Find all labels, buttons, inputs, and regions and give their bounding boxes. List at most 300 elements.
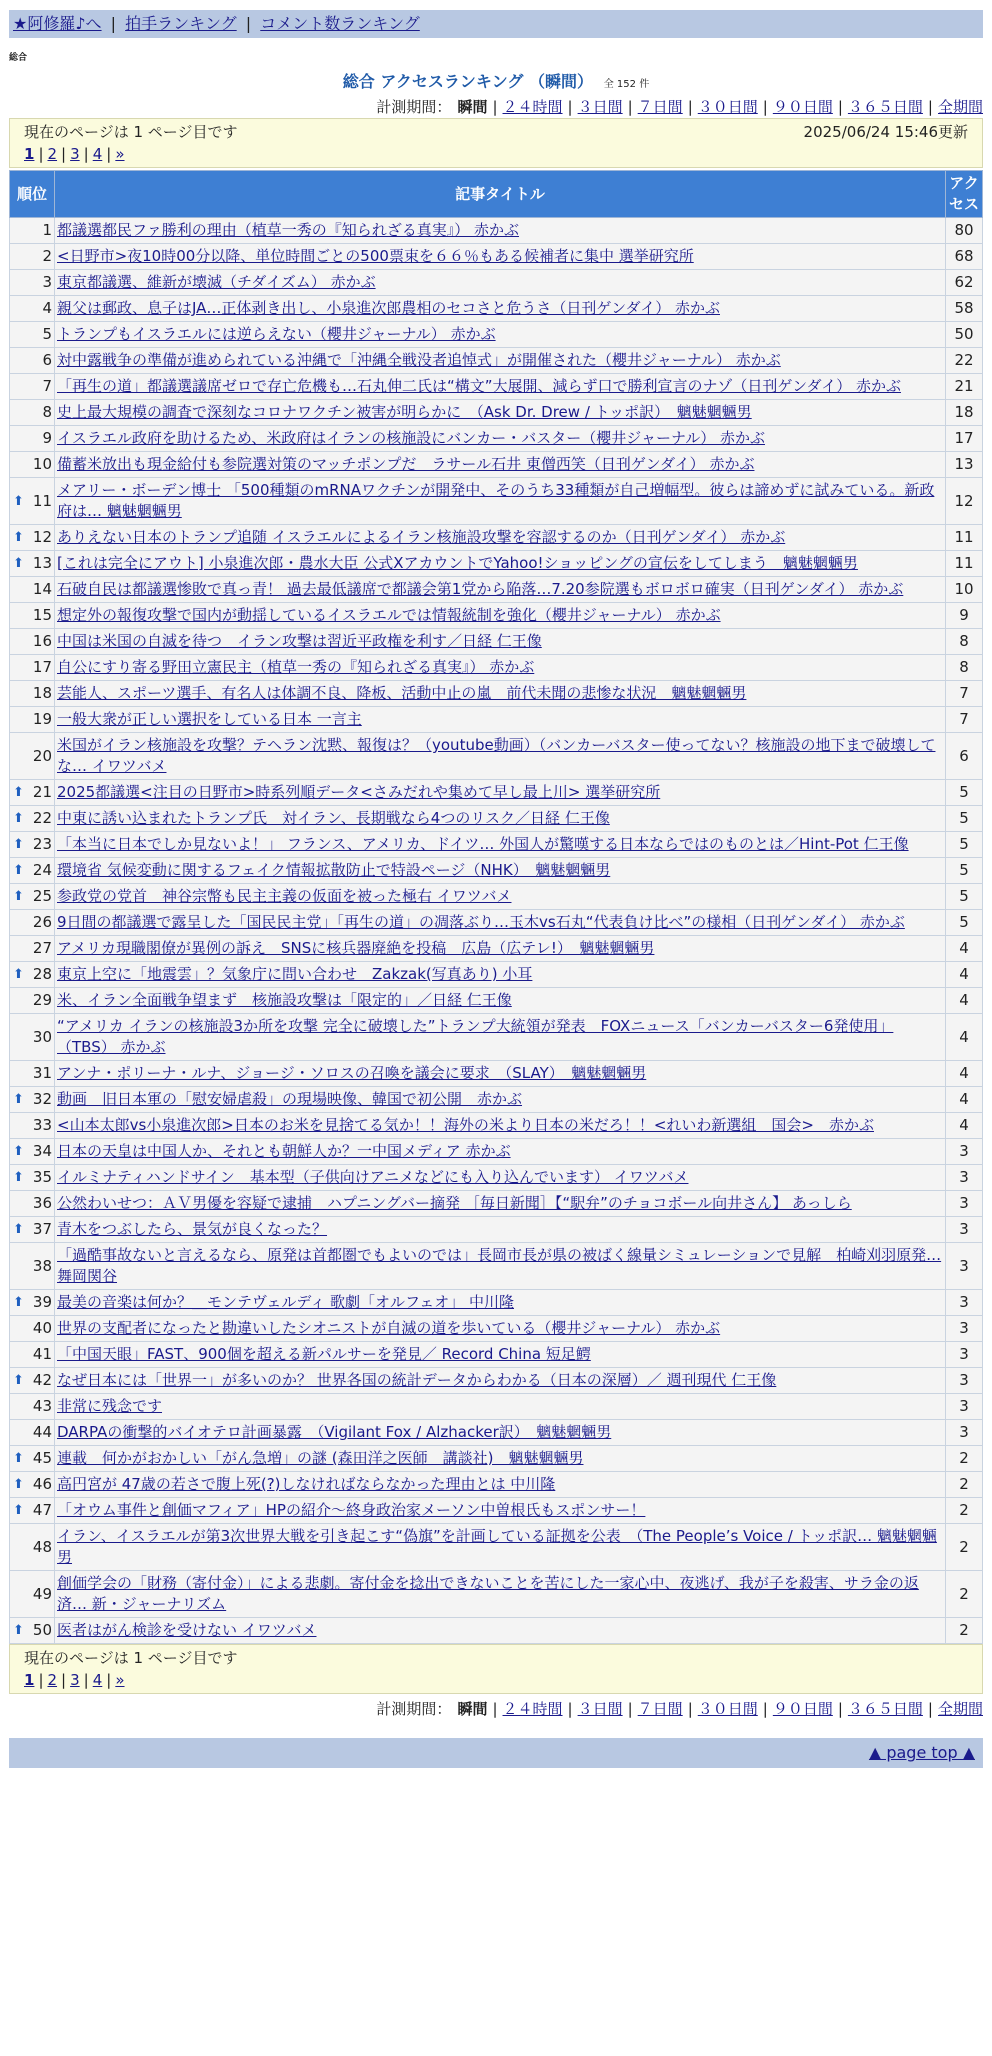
article-title-link[interactable]: 最美の音楽は何か？＿モンテヴェルディ 歌劇「オルフェオ」 中川隆 (57, 1293, 514, 1311)
rank-up-arrow-icon: ⬆ (13, 863, 24, 878)
rank-up-arrow-icon: ⬆ (13, 1503, 24, 1518)
page-link[interactable]: 3 (70, 1671, 80, 1689)
article-title-link[interactable]: ありえない日本のトランプ追随 イスラエルによるイラン核施設攻撃を容認するのか（日刊ゲンダイ） 赤かぶ (57, 528, 786, 546)
access-count: 2 (946, 1472, 983, 1498)
period-separator: | (927, 98, 933, 116)
rank-cell (10, 1061, 55, 1087)
current-page-text: 現在のページは 1 ページ目です (24, 123, 238, 141)
title-cell (55, 322, 946, 348)
title-cell (55, 426, 946, 452)
article-title-link[interactable]: イスラエル政府を助けるため、米政府はイランの核施設にバンカー・バスター（櫻井ジャーナル） 赤かぶ (57, 429, 765, 447)
article-title-link[interactable]: 都議選都民ファ勝利の理由（植草一秀の『知られざる真実』） 赤かぶ (57, 221, 519, 239)
page-link[interactable]: 4 (92, 1671, 103, 1689)
title-cell (55, 1472, 946, 1498)
rank-cell (10, 1139, 55, 1165)
col-title-header: 記事タイトル (55, 171, 946, 218)
rank-cell (10, 1165, 55, 1191)
period-option[interactable]: ３６５日間 (847, 1700, 923, 1718)
rank-number: 37 (32, 1220, 52, 1238)
table-row (10, 1571, 983, 1618)
article-title-link[interactable]: 日本の天皇は中国人か、それとも朝鮮人か？一中国メディア 赤かぶ (57, 1142, 511, 1160)
rank-cell (10, 426, 55, 452)
table-row (10, 244, 983, 270)
article-title-link[interactable]: 想定外の報復攻撃で国内が動揺しているイスラエルでは情報統制を強化（櫻井ジャーナル） 赤かぶ (57, 606, 721, 624)
table-row (10, 525, 983, 551)
comment-ranking-link[interactable]: コメント数ランキング (260, 14, 420, 33)
page-separator: | (61, 1671, 67, 1689)
rank-number: 35 (32, 1168, 52, 1186)
rank-number: 13 (32, 554, 52, 572)
rank-cell (10, 629, 55, 655)
article-title-link[interactable]: メアリー・ボーデン博士 「500種類のmRNAワクチンが開発中、そのうち33種類が自己増幅型。彼らは諦めずに試みている。新政府は… 魑魅魍魎男 (57, 481, 935, 520)
table-row (10, 1420, 983, 1446)
table-row (10, 910, 983, 936)
title-cell (55, 1014, 946, 1061)
access-count: 11 (946, 525, 983, 551)
article-title-link[interactable]: 中国は米国の自滅を待つ イラン攻撃は習近平政権を利す／日経 仁王像 (57, 632, 542, 650)
table-row (10, 780, 983, 806)
article-title-link[interactable]: 世界の支配者になったと勘違いしたシオニストが自滅の道を歩いている（櫻井ジャーナル） 赤かぶ (57, 1319, 721, 1337)
article-title-link[interactable]: 親父は郵政、息子はJA…正体剥き出し、小泉進次郎農相のセコさと危うさ（日刊ゲンダイ） 赤かぶ (57, 299, 720, 317)
article-title-link[interactable]: 中東に誘い込まれたトランプ氏 対イラン、長期戦なら4つのリスク／日経 仁王像 (57, 809, 610, 827)
table-row (10, 1524, 983, 1571)
article-title-link[interactable]: なぜ日本には「世界一」が多いのか？ 世界各国の統計データからわかる（日本の深層）／ 週刊現代 仁王像 (57, 1371, 777, 1389)
rank-cell (10, 1472, 55, 1498)
title-cell (55, 244, 946, 270)
access-count: 50 (946, 322, 983, 348)
title-cell (55, 962, 946, 988)
page-link[interactable]: 2 (47, 145, 58, 163)
title-cell (55, 1342, 946, 1368)
page-link[interactable]: 3 (70, 145, 80, 163)
access-count: 4 (946, 962, 983, 988)
access-count: 17 (946, 426, 983, 452)
rank-number: 28 (32, 965, 52, 983)
title-cell (55, 603, 946, 629)
article-title-link[interactable]: <山本太郎vs小泉進次郎>日本のお米を見捨てる気か！！海外の米より日本の米だろ！！<れいわ新選組 国会> 赤かぶ (57, 1116, 874, 1134)
period-label: 計測期間： (376, 1700, 452, 1718)
rank-up-arrow-icon: ⬆ (13, 1623, 24, 1638)
access-count: 3 (946, 1368, 983, 1394)
access-count: 7 (946, 707, 983, 733)
rank-cell (10, 1368, 55, 1394)
access-count: 3 (946, 1394, 983, 1420)
table-row (10, 1217, 983, 1243)
table-row (10, 400, 983, 426)
pager-bottom (9, 1644, 983, 1694)
title-cell (55, 1420, 946, 1446)
title-cell (55, 1316, 946, 1342)
title-cell (55, 806, 946, 832)
rank-number: 43 (32, 1397, 52, 1415)
title-cell (55, 374, 946, 400)
period-option[interactable]: ２４時間 (502, 98, 563, 116)
table-row (10, 1061, 983, 1087)
home-link[interactable]: ★阿修羅♪へ (13, 14, 102, 33)
period-separator: | (567, 98, 573, 116)
heading (9, 69, 983, 92)
rank-cell (10, 1243, 55, 1290)
rank-up-arrow-icon: ⬆ (13, 530, 24, 545)
rank-cell (10, 1290, 55, 1316)
access-count: 5 (946, 806, 983, 832)
access-count: 58 (946, 296, 983, 322)
access-count: 3 (946, 1290, 983, 1316)
article-title-link[interactable]: 非常に残念です (57, 1397, 163, 1415)
rank-cell (10, 374, 55, 400)
rank-cell (10, 733, 55, 780)
title-cell (55, 270, 946, 296)
ranking-table (9, 170, 983, 1644)
access-count: 68 (946, 244, 983, 270)
article-title-link[interactable]: DARPAの衝撃的バイオテロ計画暴露 （Vigilant Fox / Alzhacker訳） 魑魅魍魎男 (57, 1423, 612, 1441)
footer-bar (9, 1738, 983, 1768)
page-link[interactable]: 4 (92, 145, 103, 163)
rank-cell (10, 936, 55, 962)
article-title-link[interactable]: 青木をつぶしたら、景気が良くなった？ (57, 1220, 328, 1238)
rank-cell (10, 1316, 55, 1342)
period-option[interactable]: ７日間 (637, 1700, 683, 1718)
rank-cell (10, 478, 55, 525)
article-title-link[interactable]: 「オウム事件と創価マフィア」HPの紹介～終身政治家メーソン中曽根氏もスポンサー！ (57, 1501, 646, 1519)
pagination (24, 143, 968, 165)
rank-number: 22 (32, 809, 52, 827)
rank-number: 18 (32, 684, 52, 702)
access-count: 18 (946, 400, 983, 426)
table-row (10, 296, 983, 322)
table-row (10, 858, 983, 884)
rank-up-arrow-icon: ⬆ (13, 889, 24, 904)
article-title-link[interactable]: 9日間の都議選で露呈した「国民民主党」「再生の道」の凋落ぶり…玉木vs石丸“代表負け比べ”の様相（日刊ゲンダイ） 赤かぶ (57, 913, 905, 931)
period-separator: | (627, 1700, 633, 1718)
access-count: 3 (946, 1165, 983, 1191)
nav-separator: | (110, 14, 117, 33)
title-cell (55, 936, 946, 962)
article-title-link[interactable]: 一般大衆が正しい選択をしている日本 一言主 (57, 710, 362, 728)
table-row (10, 884, 983, 910)
table-row (10, 936, 983, 962)
table-row (10, 1368, 983, 1394)
pager-top (9, 118, 983, 168)
article-title-link[interactable]: 医者はがん検診を受けない イワツバメ (57, 1621, 317, 1639)
rank-number: 24 (32, 861, 52, 879)
rank-cell (10, 1087, 55, 1113)
table-row (10, 1191, 983, 1217)
period-option[interactable]: 全期間 (937, 98, 983, 116)
period-separator: | (687, 98, 693, 116)
rank-cell (10, 1524, 55, 1571)
title-cell (55, 1446, 946, 1472)
rank-up-arrow-icon: ⬆ (13, 785, 24, 800)
table-row (10, 1290, 983, 1316)
rank-cell (10, 1113, 55, 1139)
page-separator: | (38, 1671, 44, 1689)
period-option[interactable]: ３日間 (577, 98, 623, 116)
access-count: 3 (946, 1191, 983, 1217)
rank-cell (10, 858, 55, 884)
category-label: 総合 (9, 53, 28, 63)
period-option[interactable]: 全期間 (937, 1700, 983, 1718)
rank-number: 10 (32, 455, 52, 473)
rank-number: 9 (42, 429, 52, 447)
rank-number: 39 (32, 1293, 52, 1311)
title-cell (55, 733, 946, 780)
article-title-link[interactable]: イラン、イスラエルが第3次世界大戦を引き起こす“偽旗”を計画している証拠を公表 （The People’s Voice / トッポ訳… 魑魅魍魎男 (57, 1527, 937, 1566)
rank-number: 38 (32, 1256, 52, 1275)
next-page-link[interactable]: » (115, 145, 125, 163)
page-separator: | (106, 1671, 112, 1689)
rank-up-arrow-icon: ⬆ (13, 493, 24, 509)
article-title-link[interactable]: 「中国天眼」FAST、900個を超える新パルサーを発見／ Record China 短足鰐 (57, 1345, 591, 1363)
rank-number: 11 (32, 491, 52, 510)
article-title-link[interactable]: 「本当に日本でしか見ないよ！」 フランス、アメリカ、ドイツ… 外国人が驚嘆する日本ならではのものとは／Hint-Pot 仁王像 (57, 835, 909, 853)
rank-cell (10, 551, 55, 577)
period-option[interactable]: ９０日間 (772, 1700, 833, 1718)
rank-cell (10, 577, 55, 603)
article-title-link[interactable]: 連載 何かがおかしい「がん急増」の謎 (森田洋之医師 講談社) 魑魅魍魎男 (57, 1449, 584, 1467)
access-count: 12 (946, 478, 983, 525)
rank-cell (10, 1014, 55, 1061)
rank-number: 33 (32, 1116, 52, 1134)
page-link[interactable]: 2 (47, 1671, 58, 1689)
table-row (10, 1113, 983, 1139)
access-count: 13 (946, 452, 983, 478)
period-option[interactable]: ３６５日間 (847, 98, 923, 116)
period-selector-top (9, 96, 983, 118)
access-count: 4 (946, 936, 983, 962)
article-title-link[interactable]: [これは完全にアウト] 小泉進次郎・農水大臣 公式XアカウントでYahoo!ショッピングの宣伝をしてしまう 魑魅魍魎男 (57, 554, 858, 572)
period-separator: | (687, 1700, 693, 1718)
rank-cell (10, 296, 55, 322)
rank-cell (10, 1618, 55, 1644)
rank-number: 40 (32, 1319, 52, 1337)
table-row (10, 1342, 983, 1368)
rank-cell (10, 400, 55, 426)
access-count: 3 (946, 1342, 983, 1368)
title-cell (55, 525, 946, 551)
table-row (10, 1316, 983, 1342)
period-separator: | (627, 98, 633, 116)
article-title-link[interactable]: <日野市>夜10時00分以降、単位時間ごとの500票束を６６％もある候補者に集中 選挙研究所 (57, 247, 694, 265)
article-title-link[interactable]: 創価学会の「財務（寄付金）」による悲劇。寄付金を捻出できないことを苦にした一家心中、夜逃げ、我が子を殺害、サラ金の返済… 新・ジャーナリズム (57, 1574, 919, 1613)
rank-cell (10, 244, 55, 270)
rank-cell (10, 707, 55, 733)
access-count: 2 (946, 1446, 983, 1472)
rank-cell (10, 1446, 55, 1472)
article-title-link[interactable]: アメリカ現職閣僚が異例の訴え SNSに核兵器廃絶を投稿 広島（広テレ!） 魑魅魍魎男 (57, 939, 655, 957)
article-title-link[interactable]: 備蓄米放出も現金給付も参院選対策のマッチポンプだ ラサール石井 東僧西笑（日刊ゲンダイ） 赤かぶ (57, 455, 755, 473)
rank-up-arrow-icon: ⬆ (13, 811, 24, 826)
rank-number: 14 (32, 580, 52, 598)
table-row (10, 988, 983, 1014)
rank-number: 26 (32, 913, 52, 931)
rank-cell (10, 525, 55, 551)
period-label: 計測期間： (376, 98, 452, 116)
title-cell (55, 1139, 946, 1165)
article-title-link[interactable]: 高円宮が 47歳の若さで腹上死(?)しなければならなかった理由とは 中川隆 (57, 1475, 556, 1493)
rank-number: 6 (42, 351, 52, 369)
rank-number: 46 (32, 1475, 52, 1493)
period-separator: | (762, 1700, 768, 1718)
article-title-link[interactable]: 環境省 気候変動に関するフェイク情報拡散防止で特設ページ（NHK） 魑魅魍魎男 (57, 861, 611, 879)
rank-number: 27 (32, 939, 52, 957)
period-separator: | (567, 1700, 573, 1718)
article-title-link[interactable]: 公然わいせつ：ＡＶ男優を容疑で逮捕 ハプニングバー摘発 ［毎日新聞］【“駅弁”のチョコボール向井さん】 あっしら (57, 1194, 852, 1212)
clap-ranking-link[interactable]: 拍手ランキング (125, 14, 237, 33)
rank-up-arrow-icon: ⬆ (13, 967, 24, 982)
rank-number: 36 (32, 1194, 52, 1212)
rank-cell (10, 348, 55, 374)
current-page-text: 現在のページは 1 ページ目です (24, 1649, 238, 1667)
title-cell (55, 1217, 946, 1243)
rank-cell (10, 962, 55, 988)
article-title-link[interactable]: 対中露戦争の準備が進められている沖縄で「沖縄全戦没者追悼式」が開催された（櫻井ジャーナル） 赤かぶ (57, 351, 781, 369)
period-option[interactable]: ３０日間 (697, 98, 758, 116)
access-count: 9 (946, 603, 983, 629)
access-count: 4 (946, 1113, 983, 1139)
page-separator: | (83, 1671, 89, 1689)
rank-up-arrow-icon: ⬆ (13, 1477, 24, 1492)
access-count: 3 (946, 1420, 983, 1446)
rank-number: 29 (32, 991, 52, 1009)
title-cell (55, 1165, 946, 1191)
title-cell (55, 1243, 946, 1290)
article-title-link[interactable]: 東京都議選、維新が壊滅（チダイズム） 赤かぶ (57, 273, 376, 291)
period-option[interactable]: ７日間 (637, 98, 683, 116)
title-cell (55, 348, 946, 374)
title-cell (55, 478, 946, 525)
next-page-link[interactable]: » (115, 1671, 125, 1689)
article-title-link[interactable]: 「再生の道」都議選議席ゼロで存亡危機も…石丸伸二氏は“構文”大展開、減らず口で勝利宣言のナゾ（日刊ゲンダイ） 赤かぶ (57, 377, 901, 395)
article-title-link[interactable]: 米国がイラン核施設を攻撃？テヘラン沈黙、報復は？（youtube動画）（バンカーバスター使ってない？核施設の地下まで破壊してな… イワツバメ (57, 736, 936, 775)
access-count: 80 (946, 218, 983, 244)
article-title-link[interactable]: トランプもイスラエルには逆らえない（櫻井ジャーナル） 赤かぶ (57, 325, 496, 343)
table-row (10, 270, 983, 296)
access-count: 5 (946, 832, 983, 858)
rank-cell (10, 1191, 55, 1217)
period-option[interactable]: ９０日間 (772, 98, 833, 116)
rank-number: 31 (32, 1064, 52, 1082)
pager-info (24, 121, 968, 143)
table-row (10, 426, 983, 452)
title-cell (55, 681, 946, 707)
access-count: 62 (946, 270, 983, 296)
article-title-link[interactable]: 史上最大規模の調査で深刻なコロナワクチン被害が明らかに （Ask Dr. Drew / トッポ訳） 魑魅魍魎男 (57, 403, 752, 421)
title-cell (55, 218, 946, 244)
title-cell (55, 832, 946, 858)
page-link-current[interactable]: 1 (24, 1671, 35, 1689)
title-cell (55, 629, 946, 655)
title-cell (55, 884, 946, 910)
table-row (10, 218, 983, 244)
article-title-link[interactable]: 参政党の党首 神谷宗幣も民主主義の仮面を被った極右 イワツバメ (57, 887, 512, 905)
rank-number: 41 (32, 1345, 52, 1363)
table-row (10, 603, 983, 629)
period-separator: | (492, 1700, 498, 1718)
table-row (10, 962, 983, 988)
rank-number: 19 (32, 710, 52, 728)
table-row (10, 322, 983, 348)
rank-number: 42 (32, 1371, 52, 1389)
rank-number: 7 (42, 377, 52, 395)
rank-up-arrow-icon: ⬆ (13, 1295, 24, 1310)
article-title-link[interactable]: “アメリカ イランの核施設3か所を攻撃 完全に破壊した”トランプ大統領が発表 FOXニュース「バンカーバスター6発使用」（TBS） 赤かぶ (57, 1017, 894, 1056)
ranking-table-body (10, 218, 983, 1644)
table-row (10, 806, 983, 832)
article-title-link[interactable]: 動画 旧日本軍の「慰安婦虐殺」の現場映像、韓国で初公開 赤かぶ (57, 1090, 523, 1108)
article-title-link[interactable]: アンナ・ポリーナ・ルナ、ジョージ・ソロスの召喚を議会に要求 （SLAY） 魑魅魍魎男 (57, 1064, 647, 1082)
rank-cell (10, 681, 55, 707)
table-row (10, 1472, 983, 1498)
page-link-current[interactable]: 1 (24, 145, 35, 163)
rank-cell (10, 1420, 55, 1446)
table-row (10, 655, 983, 681)
page-separator: | (61, 145, 67, 163)
rank-number: 17 (32, 658, 52, 676)
article-title-link[interactable]: 米、イラン全面戦争望まず 核施設攻撃は「限定的」／日経 仁王像 (57, 991, 512, 1009)
access-count: 6 (946, 733, 983, 780)
title-cell (55, 452, 946, 478)
rank-number: 23 (32, 835, 52, 853)
period-option[interactable]: ３０日間 (697, 1700, 758, 1718)
article-title-link[interactable]: 東京上空に「地震雲」？気象庁に問い合わせ Zakzak(写真あり) 小耳 (57, 965, 533, 983)
page-title: 総合 アクセスランキング （瞬間） (342, 72, 593, 91)
period-option[interactable]: ２４時間 (502, 1700, 563, 1718)
title-cell (55, 707, 946, 733)
rank-cell (10, 806, 55, 832)
article-title-link[interactable]: 「過酷事故ないと言えるなら、原発は首都圏でもよいのでは」長岡市長が県の被ばく線量シミュレーションで見解 柏崎刈羽原発… 舞岡関谷 (57, 1246, 942, 1285)
article-title-link[interactable]: 2025都議選<注目の日野市>時系列順データ<さみだれや集めて早し最上川> 選挙研究所 (57, 783, 661, 801)
article-title-link[interactable]: 自公にすり寄る野田立憲民主（植草一秀の『知られざる真実』） 赤かぶ (57, 658, 535, 676)
article-title-link[interactable]: イルミナティハンドサイン 基本型（子供向けアニメなどにも入り込んでいます） イワツバメ (57, 1168, 689, 1186)
table-row (10, 681, 983, 707)
rank-number: 45 (32, 1449, 52, 1467)
period-option[interactable]: ３日間 (577, 1700, 623, 1718)
access-count: 22 (946, 348, 983, 374)
page-separator: | (83, 145, 89, 163)
title-cell (55, 1061, 946, 1087)
rank-cell (10, 1571, 55, 1618)
rank-up-arrow-icon: ⬆ (13, 1373, 24, 1388)
page-top-link[interactable]: ▲ page top ▲ (868, 1743, 975, 1762)
period-separator: | (492, 98, 498, 116)
article-title-link[interactable]: 芸能人、スポーツ選手、有名人は体調不良、降板、活動中止の嵐 前代未聞の悲惨な状況 魑魅魍魎男 (57, 684, 747, 702)
rank-number: 48 (32, 1537, 52, 1556)
pager-info (24, 1647, 968, 1669)
table-row (10, 733, 983, 780)
rank-cell (10, 603, 55, 629)
pagination (24, 1669, 968, 1691)
rank-cell (10, 218, 55, 244)
access-count: 3 (946, 1139, 983, 1165)
access-count: 4 (946, 1061, 983, 1087)
table-row (10, 1014, 983, 1061)
article-title-link[interactable]: 石破自民は都議選惨敗で真っ青！ 過去最低議席で都議会第1党から陥落…7.20参院選もボロボロ確実（日刊ゲンダイ） 赤かぶ (57, 580, 904, 598)
rank-cell (10, 832, 55, 858)
access-count: 10 (946, 577, 983, 603)
table-row (10, 832, 983, 858)
table-row (10, 577, 983, 603)
table-row (10, 478, 983, 525)
access-count: 21 (946, 374, 983, 400)
table-row (10, 348, 983, 374)
rank-cell (10, 1394, 55, 1420)
rank-number: 5 (42, 325, 52, 343)
rank-number: 32 (32, 1090, 52, 1108)
title-cell (55, 577, 946, 603)
title-cell (55, 1191, 946, 1217)
table-row (10, 1087, 983, 1113)
